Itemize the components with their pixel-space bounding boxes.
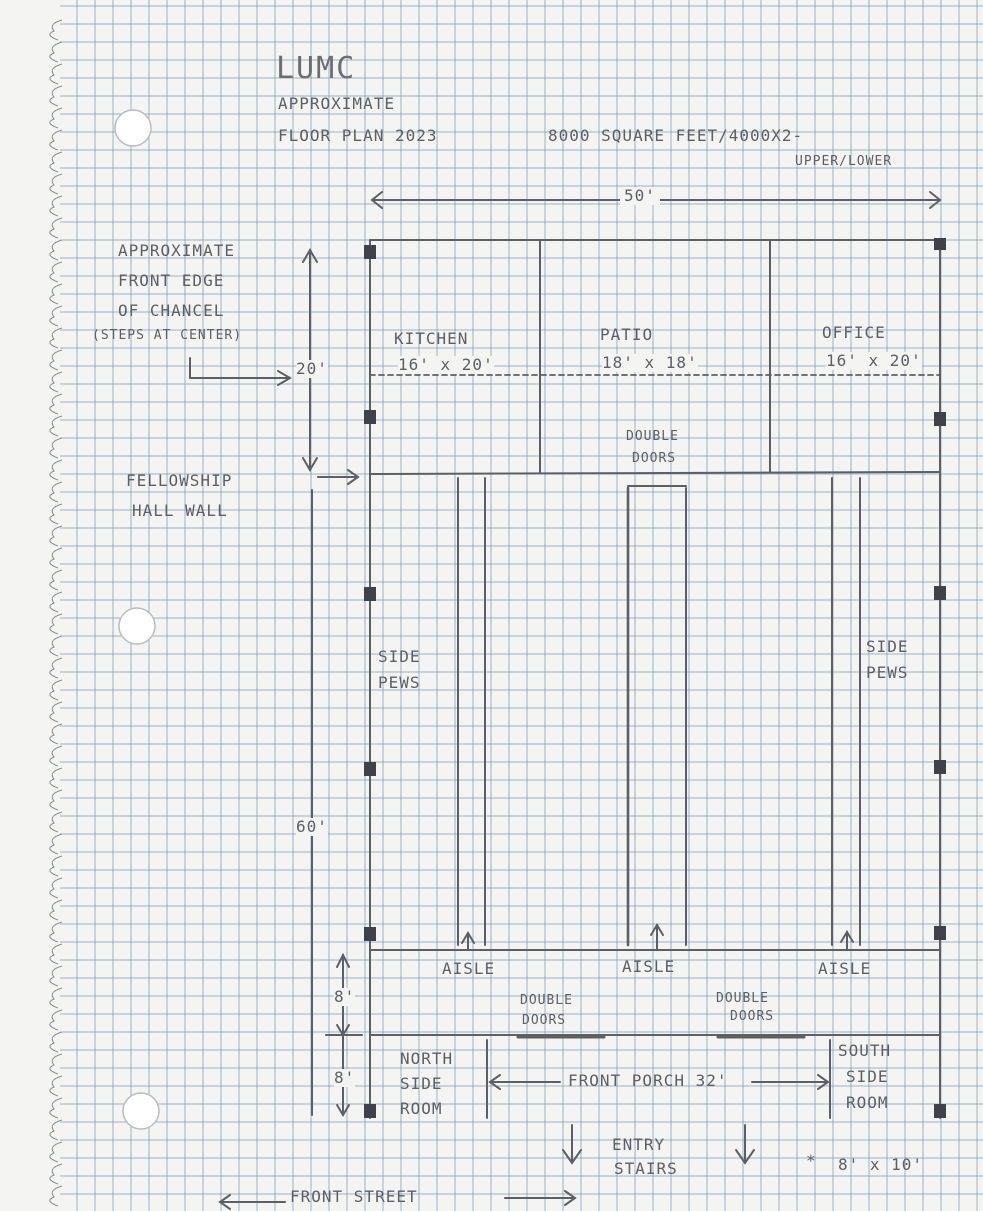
plan-subtitle-line2: FLOOR PLAN 2023: [278, 126, 438, 145]
side-pews-right-line2: PEWS: [866, 663, 909, 682]
post: [934, 412, 946, 426]
side-pews-right-line1: SIDE: [866, 637, 909, 656]
perforation-mark: [50, 372, 62, 392]
levels-note: UPPER/LOWER: [795, 154, 893, 169]
perforation-mark: [50, 966, 62, 986]
double-doors-left-label2: DOORS: [522, 1013, 567, 1028]
perforation-mark: [50, 262, 62, 282]
chancel-note-line4: (STEPS AT CENTER): [92, 328, 243, 343]
south-room-line2: SIDE: [846, 1067, 889, 1086]
perforation-mark: [50, 724, 62, 744]
perforation-mark: [50, 350, 62, 370]
perforation-mark: [50, 1120, 62, 1140]
binder-holes: [115, 110, 159, 1129]
perforation-mark: [50, 1164, 62, 1184]
office-label: OFFICE: [822, 323, 886, 342]
patio-size: 18' x 18': [602, 353, 698, 372]
aisle-label-center: AISLE: [622, 957, 676, 976]
double-doors-top-label2: DOORS: [632, 451, 677, 466]
perforation-mark: [50, 218, 62, 238]
patio-label: PATIO: [600, 325, 654, 344]
south-room-asterisk: *: [806, 1151, 817, 1170]
bottom-dimension-a: 8': [334, 987, 356, 1006]
post: [364, 1104, 376, 1118]
perforation-mark: [50, 922, 62, 942]
kitchen-label: KITCHEN: [394, 329, 469, 348]
fellowship-note-line1: FELLOWSHIP: [126, 471, 233, 490]
perforation-mark: [50, 900, 62, 920]
floor-plan-lines: [190, 192, 940, 1209]
perforation-mark: [50, 460, 62, 480]
perforation-mark: [50, 702, 62, 722]
perforation-mark: [50, 42, 62, 62]
perforation-mark: [50, 636, 62, 656]
perforation-mark: [50, 130, 62, 150]
aisle-label-right: AISLE: [818, 959, 872, 978]
double-doors-left-label1: DOUBLE: [520, 993, 573, 1008]
entry-stairs-line2: STAIRS: [614, 1159, 678, 1178]
post: [364, 587, 376, 601]
post: [934, 1104, 946, 1118]
post: [364, 245, 376, 259]
double-doors-top-label1: DOUBLE: [626, 429, 679, 444]
perforation-mark: [50, 174, 62, 194]
perforation-mark: [50, 152, 62, 172]
kitchen-size: 16' x 20': [398, 355, 494, 374]
perforation-mark: [50, 438, 62, 458]
perforation-mark: [50, 416, 62, 436]
perforation-mark: [50, 592, 62, 612]
post: [934, 238, 946, 250]
post: [364, 410, 376, 424]
perforation-mark: [50, 1186, 62, 1206]
perforation-mark: [50, 20, 62, 40]
entry-stairs-line1: ENTRY: [612, 1135, 666, 1154]
plan-subtitle-line1: APPROXIMATE: [278, 94, 395, 113]
south-room-line1: SOUTH: [838, 1041, 892, 1060]
perforation-mark: [50, 614, 62, 634]
perforation-mark: [50, 812, 62, 832]
north-room-line3: ROOM: [400, 1099, 443, 1118]
perforation-mark: [50, 1054, 62, 1074]
perforation-mark: [50, 944, 62, 964]
binder-hole-bottom: [123, 1093, 159, 1129]
perforation-mark: [50, 306, 62, 326]
perforation-mark: [50, 856, 62, 876]
bottom-dimension-b: 8': [334, 1068, 356, 1087]
binder-hole-middle: [119, 608, 155, 644]
perforation-mark: [50, 394, 62, 414]
office-size: 16' x 20': [826, 351, 922, 370]
perforated-edge: [50, 20, 62, 1206]
north-room-line2: SIDE: [400, 1074, 443, 1093]
perforation-mark: [50, 240, 62, 260]
post: [934, 586, 946, 600]
chancel-note-line1: APPROXIMATE: [118, 241, 235, 260]
perforation-mark: [50, 526, 62, 546]
perforation-mark: [50, 570, 62, 590]
area-note: 8000 SQUARE FEET/4000X2-: [548, 126, 804, 145]
perforation-mark: [50, 988, 62, 1008]
top-section-dimension: 20': [296, 359, 328, 378]
perforation-mark: [50, 1142, 62, 1162]
post: [364, 927, 376, 941]
perforation-mark: [50, 790, 62, 810]
chancel-note-line3: OF CHANCEL: [118, 301, 225, 320]
front-porch-label: FRONT PORCH 32': [568, 1071, 728, 1090]
post: [364, 762, 376, 776]
chancel-note-line2: FRONT EDGE: [118, 271, 225, 290]
double-doors-right-label1: DOUBLE: [716, 991, 769, 1006]
plan-title: LUMC: [276, 51, 357, 86]
south-room-line3: ROOM: [846, 1093, 889, 1112]
front-street-label: FRONT STREET: [290, 1187, 418, 1206]
perforation-mark: [50, 746, 62, 766]
perforation-mark: [50, 64, 62, 84]
side-pews-left-line2: PEWS: [378, 673, 421, 692]
perforation-mark: [50, 834, 62, 854]
post: [934, 926, 946, 940]
perforation-mark: [50, 1098, 62, 1118]
perforation-mark: [50, 504, 62, 524]
perforation-mark: [50, 548, 62, 568]
binder-hole-top: [115, 110, 151, 146]
aisle-label-left: AISLE: [442, 959, 496, 978]
perforation-mark: [50, 196, 62, 216]
south-room-size: 8' x 10': [838, 1155, 924, 1174]
post: [934, 760, 946, 774]
perforation-mark: [50, 658, 62, 678]
perforation-mark: [50, 768, 62, 788]
graph-grid: [60, 0, 983, 1211]
perforation-mark: [50, 108, 62, 128]
double-doors-right-label2: DOORS: [730, 1009, 775, 1024]
perforation-mark: [50, 1010, 62, 1030]
nave-length-dimension: 60': [296, 817, 328, 836]
perforation-mark: [50, 328, 62, 348]
perforation-mark: [50, 1032, 62, 1052]
side-pews-left-line1: SIDE: [378, 647, 421, 666]
fellowship-note-line2: HALL WALL: [132, 501, 228, 520]
width-dimension-label: 50': [620, 187, 660, 205]
north-room-line1: NORTH: [400, 1049, 454, 1068]
